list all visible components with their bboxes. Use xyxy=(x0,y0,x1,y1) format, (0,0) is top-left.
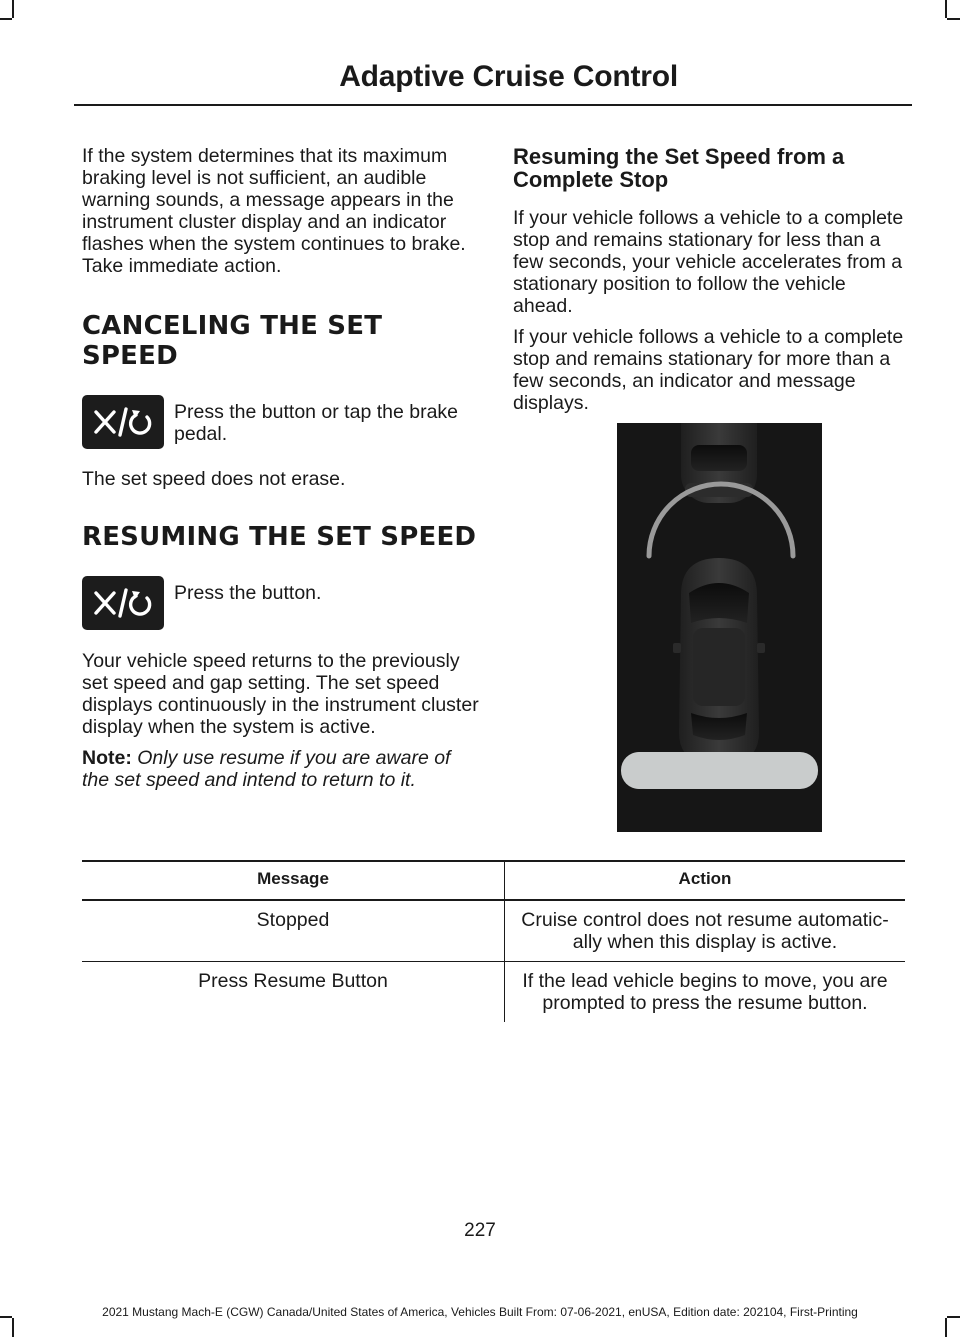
braking-warning-text: If the system determines that its maximum braking level is not sufficient, an audible warning sounds, a message appears in the instrument cluster display and an indicator flashes when the system continues to brake. Take immediate action. xyxy=(82,145,466,277)
table-row xyxy=(82,900,905,962)
crop-mark xyxy=(12,1318,14,1337)
crop-mark xyxy=(947,18,960,20)
crop-mark xyxy=(12,0,14,18)
message-cell: Press Resume Button xyxy=(82,962,505,1023)
resume-note xyxy=(82,747,480,791)
table-header-row xyxy=(82,861,905,900)
crop-mark xyxy=(945,0,947,18)
note-text: Only use resume if you are aware of the set speed and intend to return to it. xyxy=(82,747,451,791)
table-row xyxy=(82,962,905,1023)
complete-stop-para-2: If your vehicle follows a vehicle to a complete stop and remains stationary for more than a few seconds, an indicator and message displays. xyxy=(513,326,904,414)
own-vehicle-icon xyxy=(673,558,765,765)
page-title: Adaptive Cruise Control xyxy=(339,60,678,93)
resume-instruction: Press the button. xyxy=(174,582,322,604)
cancel-heading: CANCELING THE SET SPEED xyxy=(82,311,383,371)
action-cell: If the lead vehicle begins to move, you are prompted to press the resume button. xyxy=(522,970,888,1014)
cancel-instruction-row xyxy=(82,395,480,449)
page-number: 227 xyxy=(464,1220,496,1241)
crop-mark xyxy=(0,18,12,20)
message-pill xyxy=(621,752,818,789)
column-header-action: Action xyxy=(505,861,906,900)
cancel-instruction: Press the button or tap the brake pedal. xyxy=(174,401,459,445)
note-label: Note: xyxy=(82,747,132,769)
action-cell: Cruise control does not resume automatic-ally when this display is active. xyxy=(505,900,906,962)
cancel-resume-icon xyxy=(82,576,164,630)
resume-instruction-row xyxy=(82,576,480,630)
cancel-result: The set speed does not erase. xyxy=(82,468,346,490)
cluster-display-illustration xyxy=(617,423,822,832)
crop-mark xyxy=(945,1318,947,1337)
message-table xyxy=(82,860,905,1022)
footer-edition-info: 2021 Mustang Mach-E (CGW) Canada/United States of America, Vehicles Built From: 07-06-2021, enUSA, Edition date: 202104, First-Printing xyxy=(102,1305,858,1319)
cancel-resume-icon xyxy=(82,395,164,449)
complete-stop-heading: Resuming the Set Speed from a Complete Stop xyxy=(513,144,845,192)
complete-stop-para-1: If your vehicle follows a vehicle to a complete stop and remains stationary for less than a few seconds, your vehicle accelerates from a stationary position to follow the vehicle ahead. xyxy=(513,207,904,317)
column-header-message: Message xyxy=(82,861,505,900)
left-column xyxy=(82,145,480,791)
resume-result: Your vehicle speed returns to the previously set speed and gap setting. The set speed displays continuously in the instrument cluster display when the system is active. xyxy=(82,650,479,738)
message-cell: Stopped xyxy=(82,900,505,962)
right-column xyxy=(513,145,909,414)
header-divider xyxy=(74,104,912,106)
resume-heading: RESUMING THE SET SPEED xyxy=(82,522,477,552)
